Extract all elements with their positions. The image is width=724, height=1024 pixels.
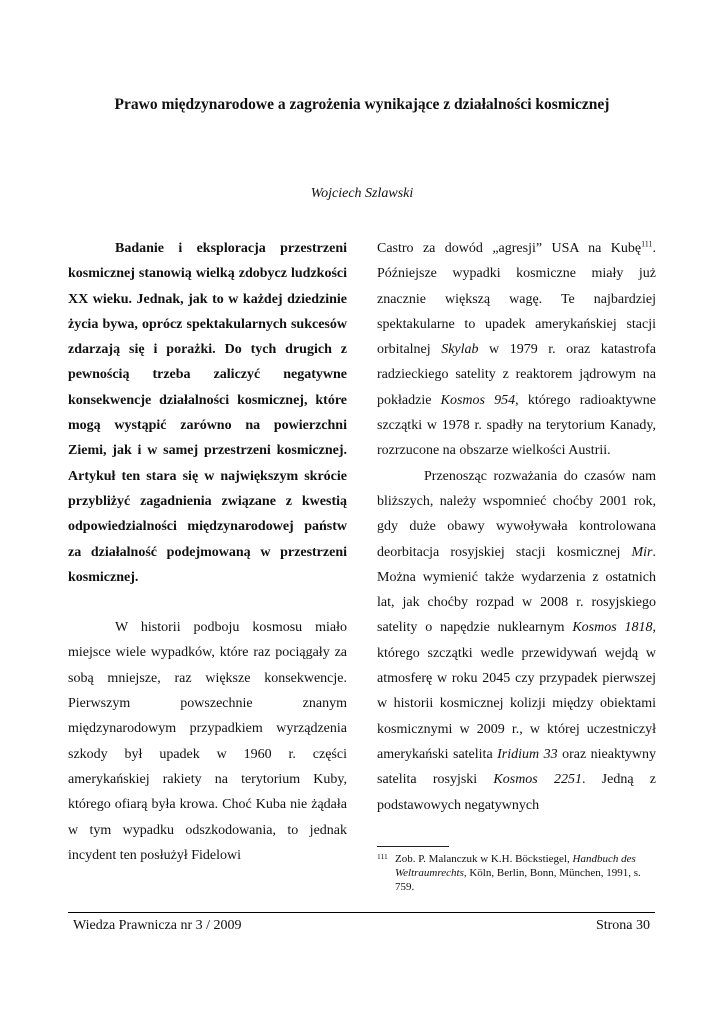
footer-divider bbox=[68, 912, 655, 913]
italic-term-kosmos-954: Kosmos 954 bbox=[440, 392, 516, 408]
italic-term-mir: Mir bbox=[631, 544, 653, 560]
text-run: Przenosząc rozważania do czasów nam bliższych, należy wspomnieć choćby 2001 rok, gdy duże obawy wywoływała kontrolowana deorbitacja rosyjskiej stacji kosmicznej bbox=[377, 468, 656, 560]
body-paragraph-1: W historii podboju kosmosu miało miejsce wiele wypadków, które raz pociągały za sobą mniejsze, raz większe konsekwencje. Pierwszym powszechnie znanym międzynarodowym przypadkiem wyrządzenia szkody był upadek w 1960 r. części amerykańskiej rakiety na terytorium Kuby, którego ofiarą była krowa. Choć Kuba nie żądała w tym wypadku odszkodowania, to jednak incydent ten posłużył Fidelowi bbox=[68, 620, 347, 863]
body-paragraph-continued bbox=[377, 236, 656, 464]
right-column bbox=[377, 236, 656, 818]
text-run: w 1979 r. oraz katastrofa radzieckiego satelity z reaktorem jądrowym na pokładzie bbox=[377, 342, 656, 408]
footnote-text bbox=[395, 852, 656, 894]
body-paragraph-2 bbox=[377, 464, 656, 818]
text-run: . Późniejsze wypadki kosmiczne miały już znacznie większą wagę. Te najbardziej spektakularne to upadek amerykańskiej stacji orbitalnej bbox=[377, 241, 656, 358]
text-run: , którego szczątki wedle przewidywań wejdą w atmosferę w roku 2045 czy przypadek pierwszej w historii kosmicznej kolizji między obiektami kosmicznymi w 2009 r., w której uczestniczył amerykański satelita bbox=[377, 620, 656, 762]
text-run: Zob. P. Malanczuk w K.H. Böckstiegel, bbox=[395, 853, 573, 865]
italic-term-kosmos-2251: Kosmos 2251 bbox=[493, 772, 582, 788]
left-column bbox=[68, 236, 347, 868]
italic-book-title: Handbuch des Weltraumrechts bbox=[395, 853, 636, 879]
text-run: , Köln, Berlin, Bonn, München, 1991, s. 759. bbox=[395, 867, 641, 893]
text-run: . Jedną z podstawowych negatywnych bbox=[377, 772, 656, 813]
paragraph-spacer bbox=[68, 590, 347, 615]
article-author: Wojciech Szlawski bbox=[310, 186, 414, 201]
footnote-reference: 111 bbox=[641, 239, 653, 249]
text-run: Castro za dowód „agresji” USA na Kubę bbox=[377, 241, 642, 256]
italic-term-kosmos-1818: Kosmos 1818 bbox=[572, 620, 653, 636]
italic-term-iridium-33: Iridium 33 bbox=[497, 746, 558, 762]
footnote-separator bbox=[377, 846, 449, 847]
italic-term-skylab: Skylab bbox=[441, 342, 479, 358]
text-run: oraz nieaktywny satelita rosyjski bbox=[377, 746, 656, 788]
page-number: Strona 30 bbox=[595, 918, 650, 933]
journal-issue: Wiedza Prawnicza nr 3 / 2009 bbox=[73, 918, 242, 933]
footnote-number: 111 bbox=[377, 852, 388, 861]
text-run: . Można wymienić także wydarzenia z ostatnich lat, jak choćby rozpad w 2008 r. rosyjskiego satelity o napędzie nuklearnym bbox=[377, 544, 656, 636]
footnote bbox=[377, 852, 656, 894]
text-run: , którego radioaktywne szczątki w 1978 r. spadły na terytorium Kanady, rozrzucone na obszarze wielkości Austrii. bbox=[377, 392, 656, 459]
article-title: Prawo międzynarodowe a zagrożenia wynikające z działalności kosmicznej bbox=[114, 96, 610, 113]
abstract-paragraph: Badanie i eksploracja przestrzeni kosmicznej stanowią wielką zdobycz ludzkości XX wieku. Jednak, jak to w każdej dziedzinie życia bywa, oprócz spektakularnych sukcesów zdarzają się i porażki. Do tych drugich z pewnością trzeba zaliczyć negatywne konsekwencje działalności kosmicznej, które mogą wystąpić zarówno na powierzchni Ziemi, jak i w samej przestrzeni kosmicznej. Artykuł ten stara się w największym skrócie przybliżyć zagadnienia związane z kwestią odpowiedzialności międzynarodowej państw za działalność podejmowaną w przestrzeni kosmicznej. bbox=[68, 241, 347, 585]
